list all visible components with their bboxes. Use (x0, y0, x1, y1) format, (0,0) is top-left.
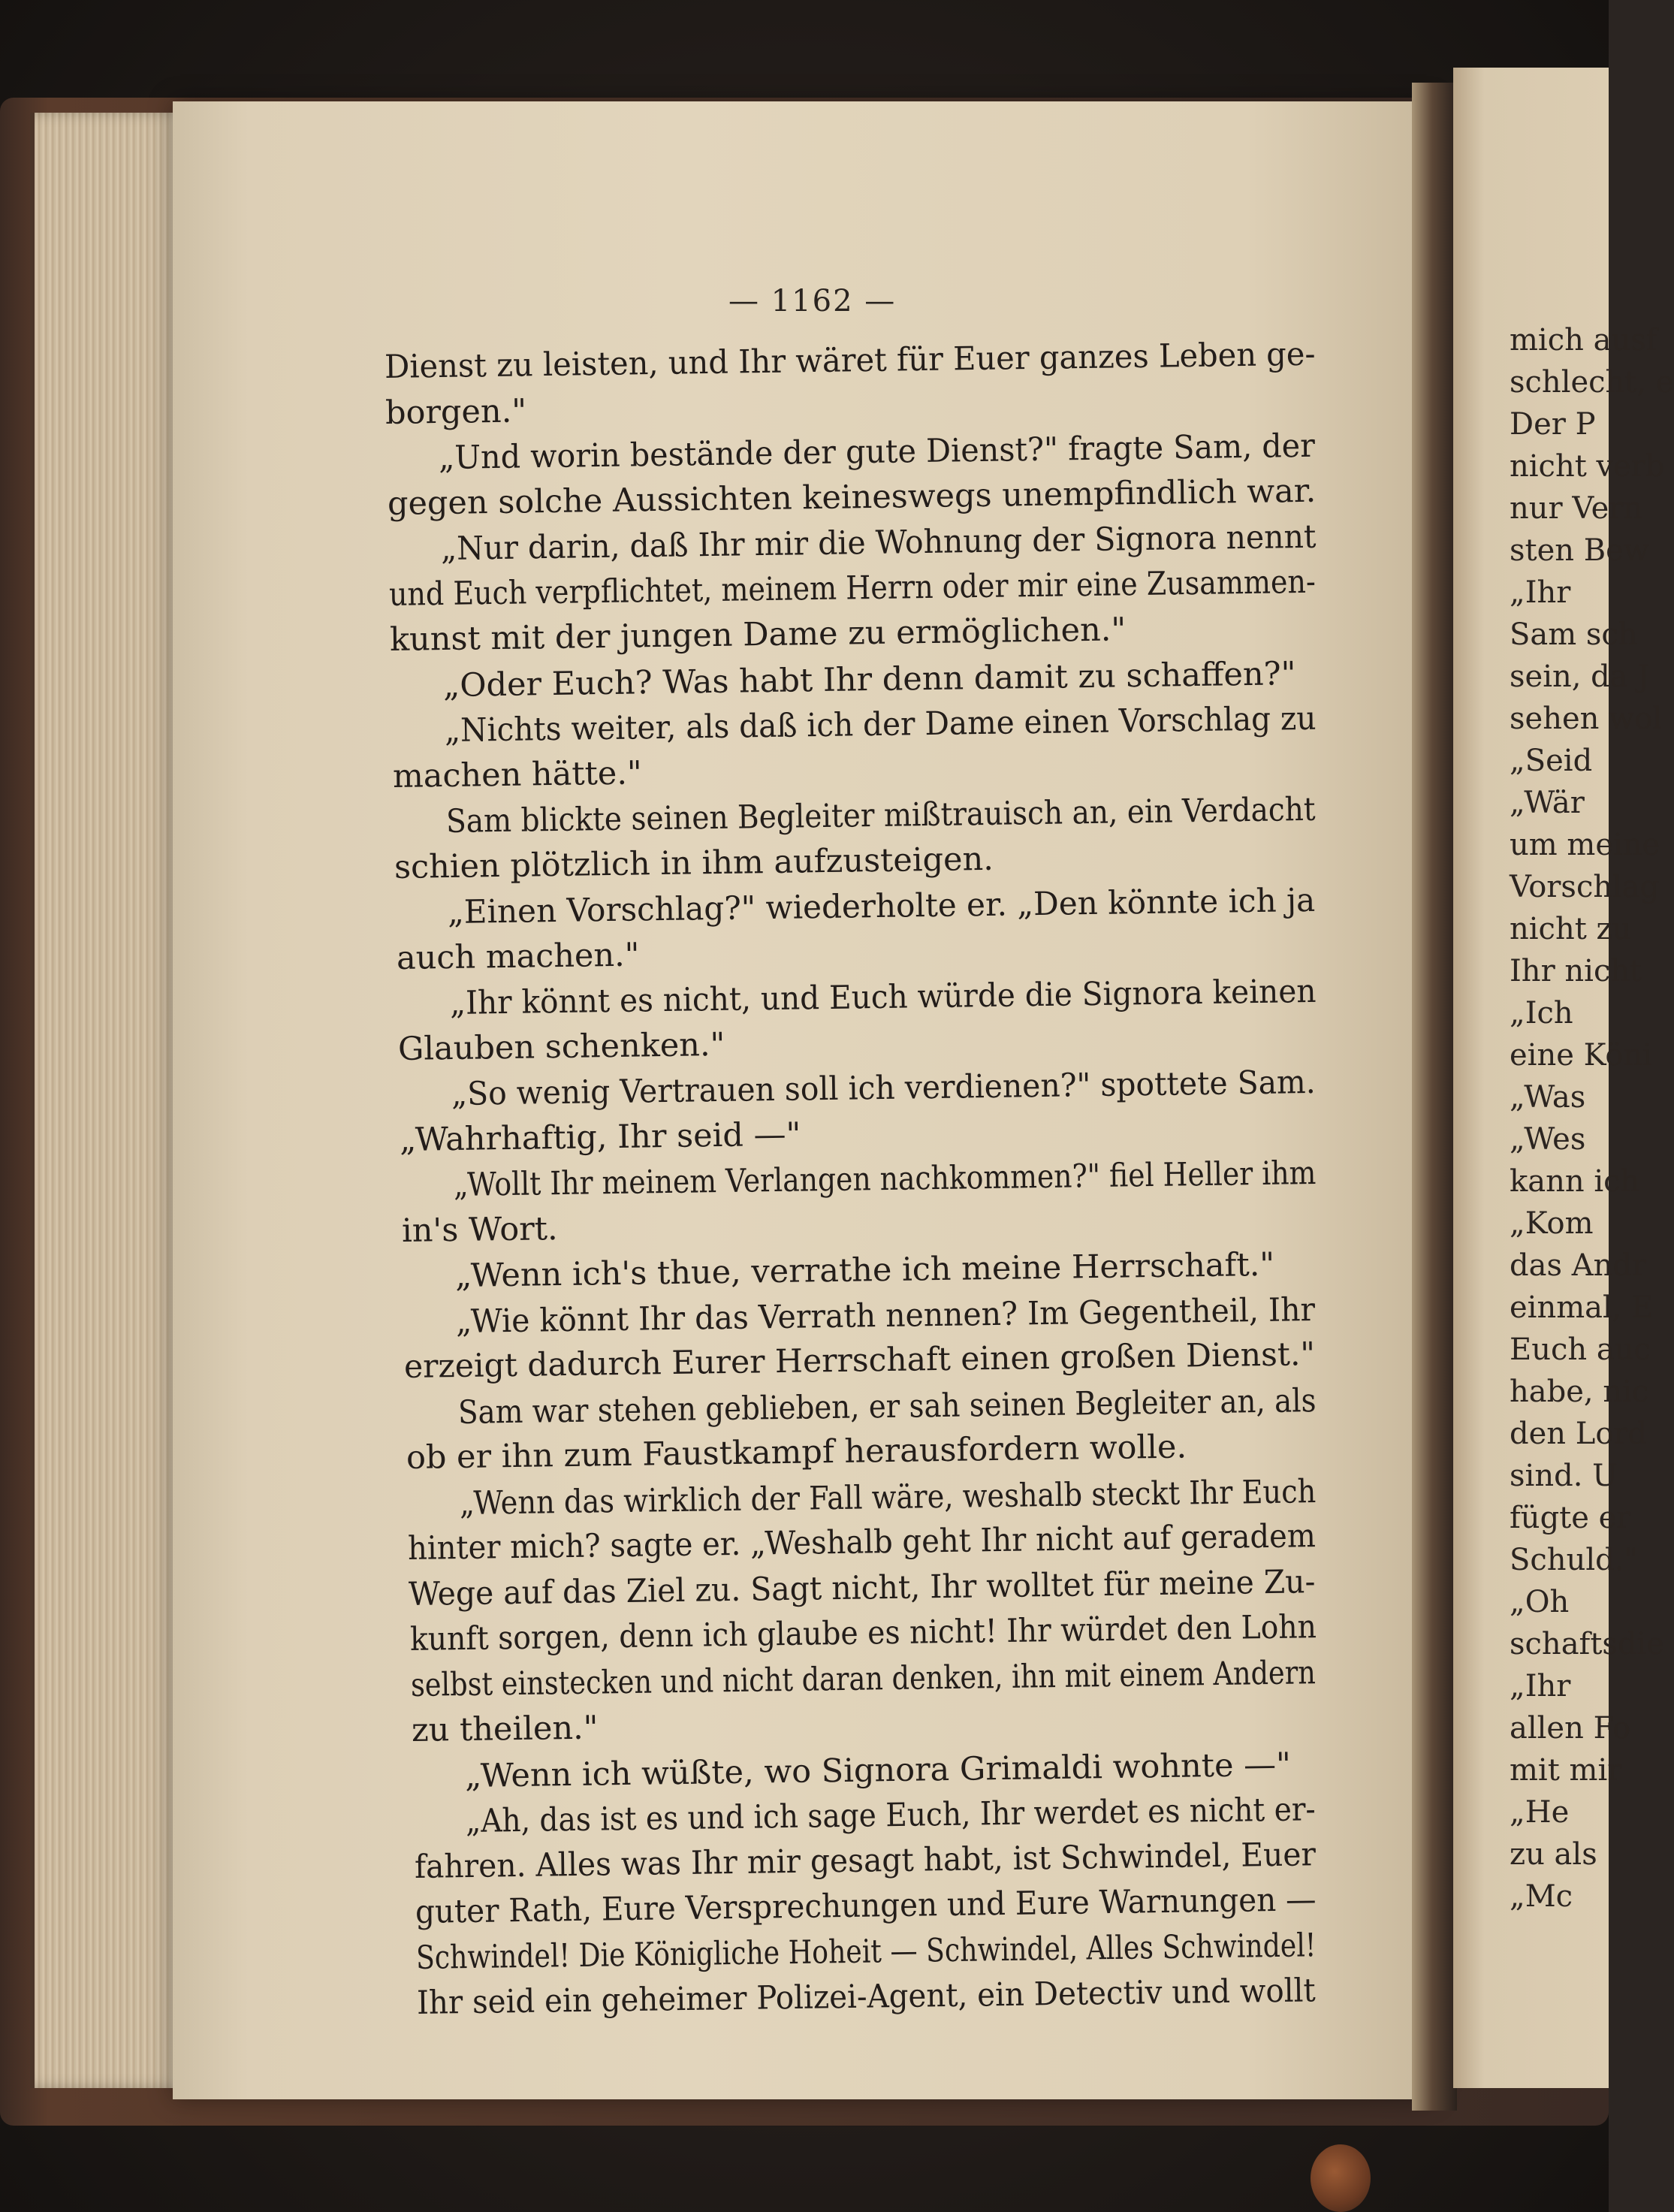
text-line: kunst mit der jungen Dame zu ermöglichen." (389, 611, 1127, 659)
next-page-line: allen Fo (1510, 1711, 1631, 1746)
text-line: „Nur darin, daß Ihr mir die Wohnung der Signora nennt (440, 518, 1317, 568)
text-line: „Oder Euch? Was habt Ihr denn damit zu schaffen?" (443, 654, 1297, 705)
text-line: ob er ihn zum Faustkampf herausfordern wolle. (406, 1428, 1187, 1477)
next-page-line: Ihr nicht (1510, 954, 1642, 988)
next-page-line: nicht zu (1510, 912, 1632, 946)
text-line: Ihr seid ein geheimer Polizei-Agent, ein Detectiv und wollt (416, 1972, 1317, 2022)
page-edges (30, 113, 192, 2088)
text-line: Sam blickte seinen Begleiter mißtrauisch an, ein Verdacht (445, 790, 1316, 840)
next-page-line: „Wes (1510, 1122, 1586, 1157)
next-page-line: sehen wol (1510, 702, 1663, 736)
next-page-line: „Ihr (1510, 575, 1571, 610)
next-page-line: „Kom (1510, 1206, 1594, 1241)
next-page-line: habe, nic (1510, 1375, 1649, 1409)
text-line: fahren. Alles was Ihr mir gesagt habt, ist Schwindel, Euer (414, 1835, 1316, 1886)
next-page-line: das Andr (1510, 1248, 1647, 1283)
next-page-line: mich ausf (1510, 323, 1657, 358)
next-page-line: einmal, E (1510, 1290, 1654, 1325)
next-page-line: „Mc (1510, 1879, 1573, 1914)
text-line: „Ah, das ist es und ich sage Euch, Ihr werdet es nicht er- (466, 1791, 1317, 1840)
next-page-line: den Lord (1510, 1417, 1648, 1451)
next-page-line: sten Bew (1510, 533, 1650, 568)
book-gutter (1412, 83, 1457, 2111)
text-line: „Wahrhaftig, Ihr seid —" (400, 1115, 802, 1159)
text-line: gegen solche Aussichten keineswegs unempfindlich war. (387, 472, 1317, 523)
next-page-line: Euch auc (1510, 1332, 1651, 1367)
text-line: schien plötzlich in ihm aufzusteigen. (394, 840, 994, 886)
stain (1311, 2144, 1371, 2212)
next-page-line: „Ihr (1510, 1669, 1571, 1704)
next-page-line: „Ich (1510, 996, 1573, 1031)
text-line: in's Wort. (401, 1209, 558, 1250)
text-line: „Ihr könnt es nicht, und Euch würde die Signora keinen (449, 972, 1317, 1022)
text-line: Schwindel! Die Königliche Hoheit — Schwindel, Alles Schwindel! (415, 1926, 1317, 1977)
text-line: „Nichts weiter, als daß ich der Dame einen Vorschlag zu (444, 699, 1317, 750)
next-page-line: „Seid (1510, 744, 1593, 778)
text-line: „Und worin bestände der gute Dienst?" fragte Sam, der (439, 427, 1316, 477)
text-line: „Wenn ich wüßte, wo Signora Grimaldi wohnte —" (464, 1746, 1292, 1795)
next-page-line: Der P (1510, 407, 1596, 442)
text-line: „Wie könnt Ihr das Verrath nennen? Im Gegentheil, Ihr (455, 1290, 1316, 1341)
next-page-line: schlecht, e (1510, 365, 1674, 400)
page-number: — 1162 — (728, 284, 897, 318)
next-page-line: schaftsdie (1510, 1627, 1665, 1661)
next-page-line: kann ich (1510, 1164, 1640, 1199)
next-page-line: sind. U (1510, 1459, 1618, 1493)
text-line: „Wenn das wirklich der Fall wäre, weshalb steckt Ihr Euch (459, 1472, 1317, 1522)
text-line: und Euch verpflichtet, meinem Herrn oder mir eine Zusammen- (388, 563, 1317, 614)
text-line: „Einen Vorschlag?" wiederholte er. „Den könnte ich ja (448, 881, 1316, 931)
text-line: auch machen." (396, 935, 640, 977)
next-page-line: zu als (1510, 1837, 1597, 1872)
text-line: Sam war stehen geblieben, er sah seinen Begleiter an, als (457, 1381, 1317, 1432)
next-page-line: eine Köni (1510, 1038, 1653, 1073)
next-page-line: mit mir (1510, 1753, 1622, 1788)
right-page (1453, 68, 1674, 2088)
text-line: selbst einstecken und nicht daran denken, ihn mit einem Andern (410, 1653, 1316, 1704)
next-page-line: um meine (1510, 828, 1660, 862)
next-page-line: „Wär (1510, 786, 1585, 820)
next-page-line: „He (1510, 1795, 1570, 1830)
text-line: Wege auf das Ziel zu. Sagt nicht, Ihr wolltet für meine Zu- (409, 1562, 1317, 1613)
text-line: erzeigt dadurch Eurer Herrschaft einen großen Dienst." (404, 1335, 1316, 1386)
next-page-line: „Oh (1510, 1585, 1570, 1619)
text-line: hinter mich? sagte er. „Weshalb geht Ihr nicht auf geradem (407, 1517, 1317, 1568)
text-line: „Wenn ich's thue, verrathe ich meine Herrschaft." (454, 1245, 1275, 1295)
next-page-line: Schuld." (1510, 1543, 1638, 1577)
next-page-line: Vorschlag (1510, 870, 1660, 904)
next-page-line: nicht verb (1510, 449, 1665, 484)
text-line: „So wenig Vertrauen soll ich verdienen?" spottete Sam. (451, 1063, 1317, 1113)
next-page-line: fügte er (1510, 1501, 1631, 1535)
text-line: kunft sorgen, denn ich glaube es nicht! Ihr würdet den Lohn (409, 1608, 1317, 1658)
text-line: guter Rath, Eure Versprechungen und Eure Warnungen — (415, 1881, 1317, 1931)
text-line: „Wollt Ihr meinem Verlangen nachkommen?" fiel Heller ihm (453, 1154, 1317, 1204)
text-line: machen hätte." (392, 753, 642, 795)
text-line: zu theilen." (411, 1709, 599, 1749)
next-page-line: „Was (1510, 1080, 1586, 1115)
text-line: Dienst zu leisten, und Ihr wäret für Euer ganzes Leben ge- (384, 335, 1316, 386)
next-page-line: Sam sch (1510, 617, 1638, 652)
text-line: Glauben schenken." (397, 1025, 725, 1068)
next-page-line: sein, da J (1510, 659, 1650, 694)
next-page-line: nur Vern (1510, 491, 1643, 526)
text-line: borgen." (385, 391, 527, 432)
